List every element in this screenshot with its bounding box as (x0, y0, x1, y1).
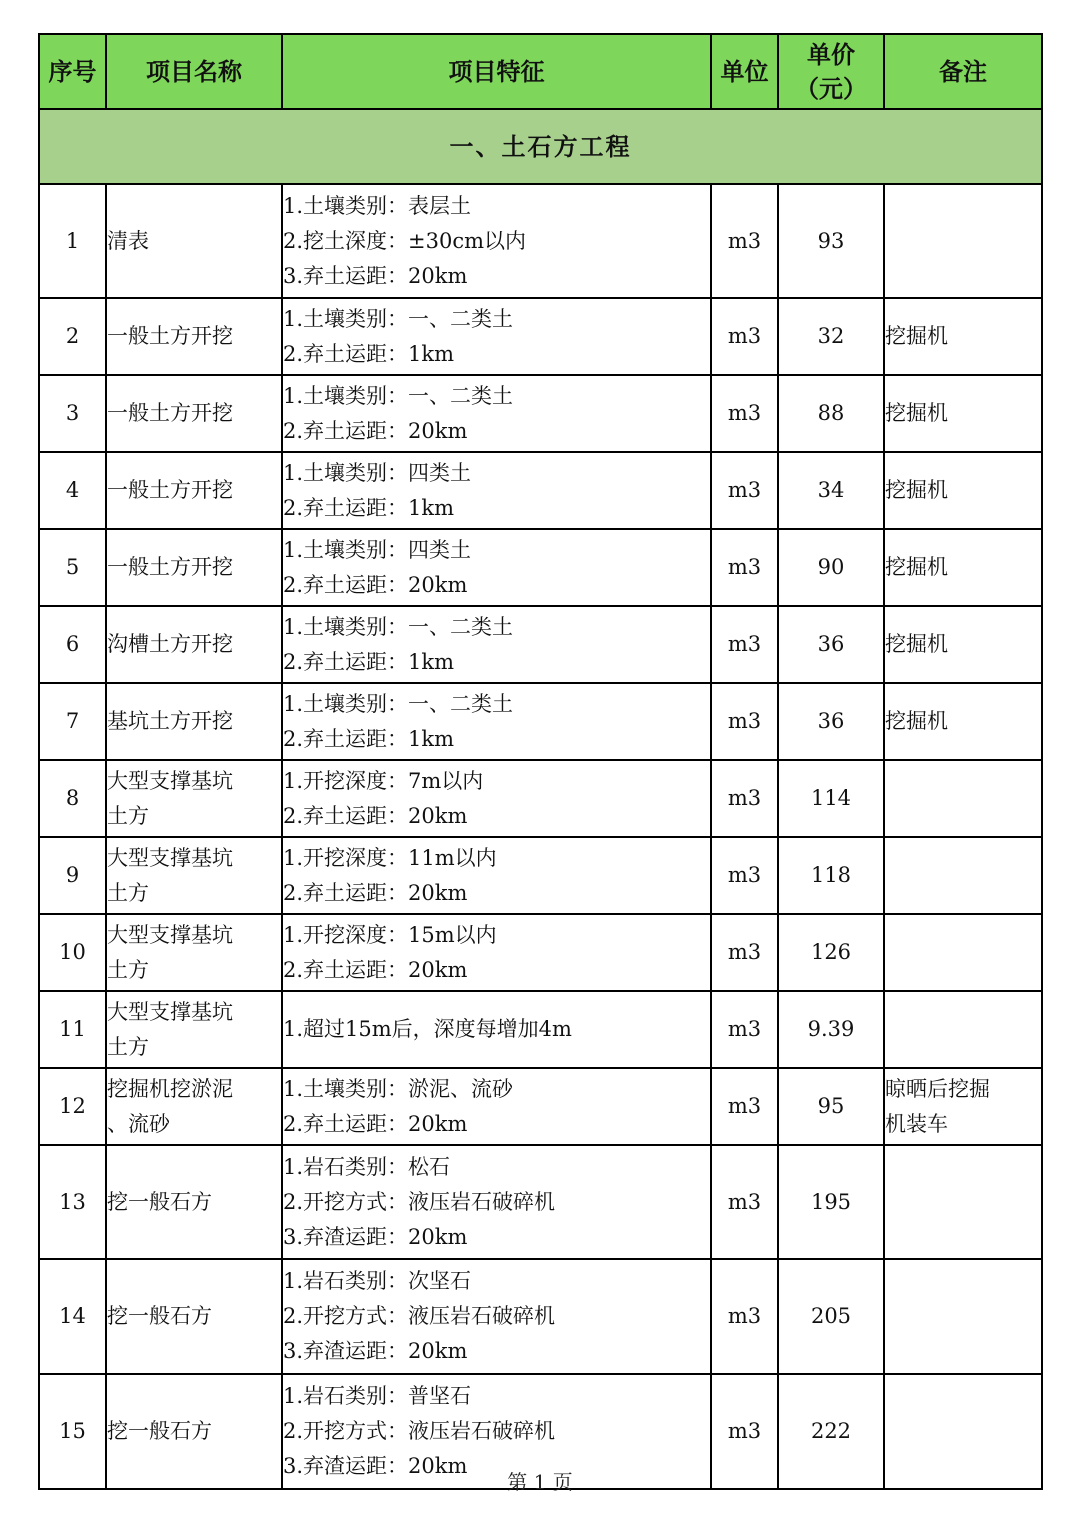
cell-name-line: 挖一般石方 (107, 1304, 212, 1328)
cell-feature-line: 2.弃土运距：20km (283, 418, 468, 443)
cell-no: 2 (39, 298, 106, 375)
cell-remark (884, 184, 1042, 298)
cell-no: 13 (39, 1145, 106, 1259)
cell-feature-line: 1.土壤类别：表层土 (283, 193, 472, 218)
cell-remark (884, 837, 1042, 914)
cell-unit: m3 (711, 991, 778, 1068)
cell-name (106, 298, 282, 375)
cell-remark-line: 挖掘机 (885, 478, 948, 502)
cell-name-line: 一般土方开挖 (107, 555, 233, 579)
cell-feature (282, 1145, 711, 1259)
cell-feature-line: 3.弃渣运距：20km (283, 1339, 468, 1363)
cell-feature-line: 1.土壤类别：一、二类土 (283, 614, 514, 639)
table-row (39, 452, 1042, 529)
cell-feature-line: 2.弃土运距：20km (283, 880, 468, 905)
cell-feature-line: 2.弃土运距：20km (283, 803, 468, 828)
cell-unit: m3 (711, 452, 778, 529)
cell-remark (884, 760, 1042, 837)
cell-price: 222 (778, 1374, 884, 1489)
cell-name-line: 一般土方开挖 (107, 478, 233, 502)
cell-no: 6 (39, 606, 106, 683)
cell-remark (884, 606, 1042, 683)
cell-feature-line: 1.开挖深度：7m以内 (283, 768, 484, 793)
cell-feature (282, 452, 711, 529)
cell-name-line: 挖一般石方 (107, 1419, 212, 1443)
cell-price: 32 (778, 298, 884, 375)
cell-price: 36 (778, 683, 884, 760)
cell-feature (282, 375, 711, 452)
cell-feature (282, 1259, 711, 1374)
table-row (39, 1068, 1042, 1145)
table-row (39, 760, 1042, 837)
cell-feature-line: 2.弃土运距：1km (283, 341, 455, 366)
cell-price: 34 (778, 452, 884, 529)
cell-name-line: 挖一般石方 (107, 1189, 212, 1214)
cell-feature-line: 2.开挖方式：液压岩石破碎机 (283, 1189, 556, 1214)
cell-name-line: 土方 (107, 957, 149, 982)
cell-name-line: 挖掘机挖淤泥 (107, 1076, 233, 1101)
cell-name-line: 基坑土方开挖 (107, 709, 233, 733)
table-row (39, 606, 1042, 683)
cell-feature-line: 1.土壤类别：一、二类土 (283, 306, 514, 331)
cell-remark (884, 1259, 1042, 1374)
cell-remark (884, 1068, 1042, 1145)
cell-no: 14 (39, 1259, 106, 1374)
header-name: 项目名称 (106, 34, 282, 109)
cell-name-line: 大型支撑基坑 (107, 999, 233, 1024)
cell-unit: m3 (711, 1068, 778, 1145)
cell-feature (282, 914, 711, 991)
cell-feature (282, 298, 711, 375)
header-no: 序号 (39, 34, 106, 109)
cell-name-line: 、流砂 (107, 1111, 170, 1136)
cell-no: 5 (39, 529, 106, 606)
cell-unit: m3 (711, 1374, 778, 1489)
cell-feature (282, 760, 711, 837)
table-row (39, 991, 1042, 1068)
cell-no: 10 (39, 914, 106, 991)
cell-feature-line: 1.超过15m后，深度每增加4m (283, 1017, 572, 1041)
cell-name (106, 1068, 282, 1145)
cell-no: 4 (39, 452, 106, 529)
cell-feature-line: 2.弃土运距：20km (283, 1111, 468, 1136)
cell-price: 95 (778, 1068, 884, 1145)
cell-price: 195 (778, 1145, 884, 1259)
cell-feature-line: 2.弃土运距：1km (283, 726, 455, 751)
cell-feature-line: 2.弃土运距：20km (283, 572, 468, 597)
cell-name-line: 大型支撑基坑 (107, 845, 233, 870)
cell-feature (282, 1068, 711, 1145)
cell-feature (282, 529, 711, 606)
cell-no: 15 (39, 1374, 106, 1489)
cell-remark-line: 挖掘机 (885, 555, 948, 579)
cell-unit: m3 (711, 914, 778, 991)
cell-remark-line: 机装车 (885, 1111, 948, 1136)
header-unit: 单位 (711, 34, 778, 109)
cell-name (106, 837, 282, 914)
cell-remark (884, 298, 1042, 375)
table-row (39, 298, 1042, 375)
cell-remark (884, 1145, 1042, 1259)
header-row (39, 34, 1042, 109)
cell-no: 7 (39, 683, 106, 760)
cell-no: 3 (39, 375, 106, 452)
cell-no: 8 (39, 760, 106, 837)
cell-feature-line: 2.开挖方式：液压岩石破碎机 (283, 1304, 556, 1328)
cell-price: 36 (778, 606, 884, 683)
table-row (39, 1145, 1042, 1259)
cell-price: 90 (778, 529, 884, 606)
cell-feature-line: 1.岩石类别：普坚石 (283, 1384, 472, 1408)
cell-no: 9 (39, 837, 106, 914)
cell-name (106, 375, 282, 452)
cell-feature-line: 3.弃土运距：20km (283, 263, 468, 288)
cell-price: 93 (778, 184, 884, 298)
table-row (39, 1259, 1042, 1374)
cell-name (106, 1259, 282, 1374)
cell-name (106, 452, 282, 529)
cell-feature-line: 2.弃土运距：1km (283, 495, 455, 520)
cell-remark-line: 挖掘机 (885, 401, 948, 425)
cell-unit: m3 (711, 837, 778, 914)
section-row (39, 109, 1042, 184)
cell-name-line: 清表 (107, 228, 149, 253)
cell-remark-line: 挖掘机 (885, 324, 948, 348)
cell-feature (282, 606, 711, 683)
cell-no: 1 (39, 184, 106, 298)
cell-name-line: 一般土方开挖 (107, 401, 233, 425)
table-row (39, 375, 1042, 452)
header-price: 单价 （元） (778, 34, 884, 109)
cell-feature-line: 3.弃渣运距：20km (283, 1454, 468, 1478)
table-row (39, 914, 1042, 991)
cell-remark (884, 991, 1042, 1068)
cell-name-line: 大型支撑基坑 (107, 922, 233, 947)
cell-no: 12 (39, 1068, 106, 1145)
cell-price: 118 (778, 837, 884, 914)
cell-remark (884, 375, 1042, 452)
cell-name (106, 760, 282, 837)
cell-feature-line: 2.挖土深度：±30cm以内 (283, 228, 527, 253)
cell-remark (884, 529, 1042, 606)
cell-feature-line: 1.开挖深度：15m以内 (283, 922, 497, 947)
cell-feature-line: 1.岩石类别：次坚石 (283, 1269, 472, 1293)
cell-name (106, 914, 282, 991)
cell-unit: m3 (711, 184, 778, 298)
cell-unit: m3 (711, 683, 778, 760)
cell-remark (884, 683, 1042, 760)
cell-remark-line: 晾晒后挖掘 (885, 1076, 990, 1101)
cell-unit: m3 (711, 1259, 778, 1374)
cell-feature-line: 1.开挖深度：11m以内 (283, 845, 497, 870)
cell-feature (282, 837, 711, 914)
cell-unit: m3 (711, 760, 778, 837)
cell-name-line: 土方 (107, 1034, 149, 1059)
cell-name-line: 大型支撑基坑 (107, 768, 233, 793)
cell-price: 205 (778, 1259, 884, 1374)
cell-price: 88 (778, 375, 884, 452)
cell-feature-line: 1.土壤类别：淤泥、流砂 (283, 1076, 514, 1101)
table-row (39, 837, 1042, 914)
cell-unit: m3 (711, 606, 778, 683)
cell-feature-line: 3.弃渣运距：20km (283, 1224, 468, 1249)
cell-feature-line: 2.开挖方式：液压岩石破碎机 (283, 1419, 556, 1443)
cell-name (106, 184, 282, 298)
header-remark: 备注 (884, 34, 1042, 109)
cell-unit: m3 (711, 1145, 778, 1259)
cell-unit: m3 (711, 529, 778, 606)
table-row (39, 683, 1042, 760)
cell-price: 9.39 (778, 991, 884, 1068)
cell-feature (282, 683, 711, 760)
cell-price: 114 (778, 760, 884, 837)
cell-unit: m3 (711, 298, 778, 375)
cell-name (106, 529, 282, 606)
cell-feature (282, 991, 711, 1068)
cell-unit: m3 (711, 375, 778, 452)
cell-name-line: 一般土方开挖 (107, 324, 233, 348)
cell-name (106, 683, 282, 760)
cell-feature-line: 1.土壤类别：四类土 (283, 537, 472, 562)
section-title: 一、土石方工程 (39, 109, 1042, 184)
page-footer: 第 1 页 (507, 1470, 573, 1494)
cell-name-line: 土方 (107, 880, 149, 905)
cell-feature-line: 2.弃土运距：20km (283, 957, 468, 982)
cell-feature-line: 2.弃土运距：1km (283, 649, 455, 674)
header-feature: 项目特征 (282, 34, 711, 109)
cell-name-line: 土方 (107, 803, 149, 828)
cell-name (106, 1145, 282, 1259)
cell-name (106, 606, 282, 683)
cell-price: 126 (778, 914, 884, 991)
cell-feature-line: 1.土壤类别：一、二类土 (283, 383, 514, 408)
cell-feature (282, 184, 711, 298)
cell-feature-line: 1.岩石类别：松石 (283, 1154, 451, 1179)
cell-no: 11 (39, 991, 106, 1068)
cell-remark-line: 挖掘机 (885, 709, 948, 733)
price-table (38, 33, 1043, 1490)
cell-remark (884, 452, 1042, 529)
cell-feature-line: 1.土壤类别：四类土 (283, 460, 472, 485)
table-row (39, 529, 1042, 606)
cell-remark (884, 914, 1042, 991)
cell-remark-line: 挖掘机 (885, 632, 948, 656)
table-row (39, 184, 1042, 298)
cell-feature-line: 1.土壤类别：一、二类土 (283, 691, 514, 716)
cell-name-line: 沟槽土方开挖 (107, 632, 233, 656)
cell-name (106, 991, 282, 1068)
